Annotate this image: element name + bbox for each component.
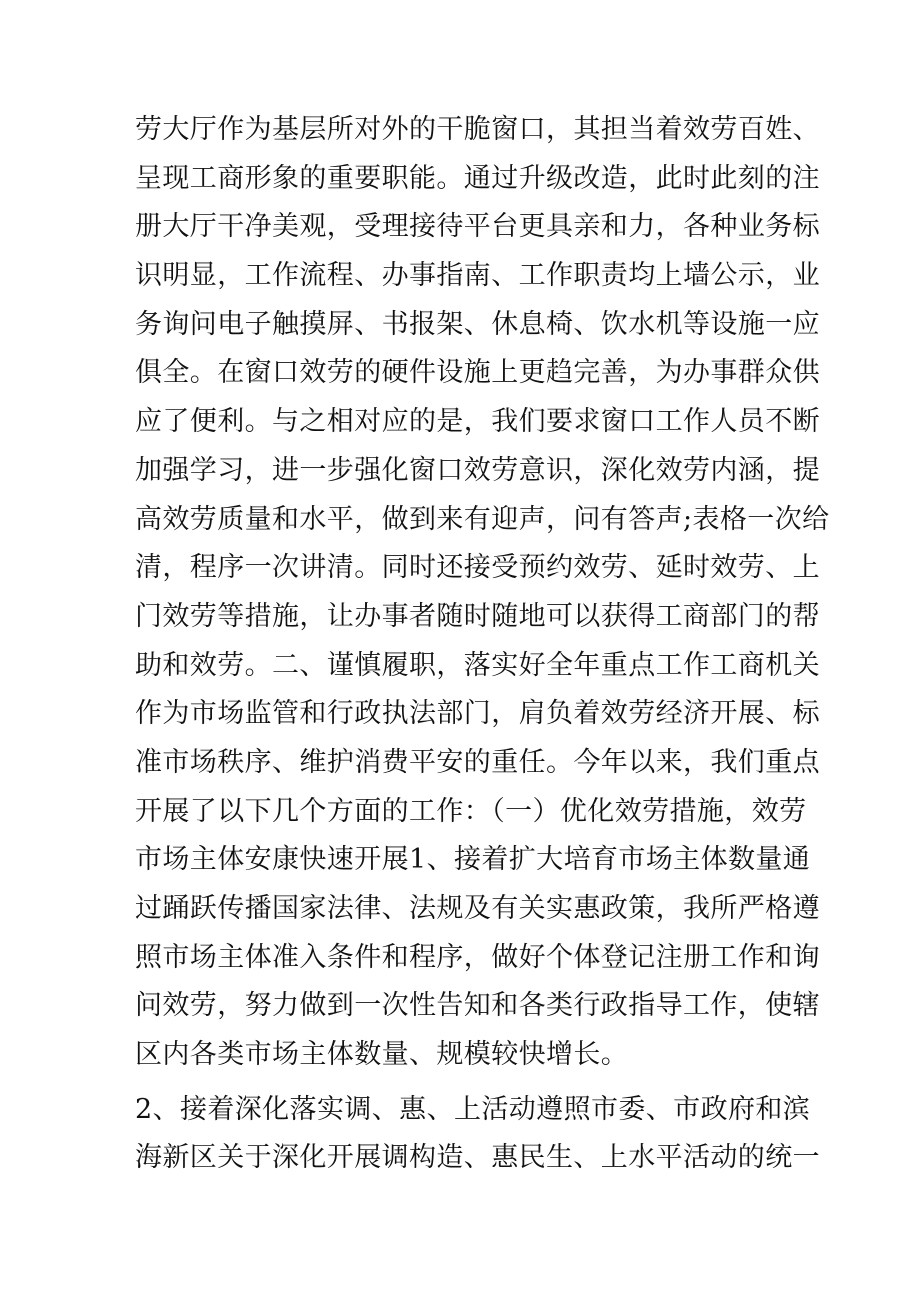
text-line: 准市场秩序、维护消费平安的重任。今年以来，我们重点: [135, 746, 820, 778]
text-line: 清，程序一次讲清。同时还接受预约效劳、延时效劳、上: [135, 552, 820, 584]
paragraph-2: [135, 1086, 820, 1183]
text-line: 识明显，工作流程、办事指南、工作职责均上墙公示，业: [135, 260, 820, 292]
text-line: 开展了以下几个方面的工作：（一）优化效劳措施，效劳: [135, 795, 807, 827]
text-line: 高效劳质量和水平，做到来有迎声，问有答声;表格一次给: [135, 503, 830, 535]
text-line: 市场主体安康快速开展1、接着扩大培育市场主体数量通: [135, 844, 811, 876]
text-line: 务询问电子触摸屏、书报架、休息椅、饮水机等设施一应: [135, 308, 820, 340]
text-line: 作为市场监管和行政执法部门，肩负着效劳经济开展、标: [135, 698, 820, 730]
text-line: 劳大厅作为基层所对外的干脆窗口，其担当着效劳百姓、: [135, 114, 820, 145]
body-text: [135, 106, 830, 1183]
text-line: 过踊跃传播国家法律、法规及有关实惠政策，我所严格遵: [135, 893, 820, 924]
text-line: 照市场主体准入条件和程序，做好个体登记注册工作和询: [135, 941, 820, 973]
text-line: 助和效劳。二、谨慎履职，落实好全年重点工作工商机关: [135, 649, 820, 681]
text-line: 呈现工商形象的重要职能。通过升级改造，此时此刻的注: [135, 162, 820, 194]
text-line: 应了便利。与之相对应的是，我们要求窗口工作人员不断: [135, 406, 820, 438]
text-line: 2、接着深化落实调、惠、上活动遵照市委、市政府和滨: [135, 1093, 811, 1125]
text-line: 册大厅干净美观，受理接待平台更具亲和力，各种业务标: [135, 211, 820, 243]
text-line: 区内各类市场主体数量、规模较快增长。: [135, 1039, 629, 1071]
text-line: 门效劳等措施，让办事者随时随地可以获得工商部门的帮: [135, 600, 820, 632]
text-line: 俱全。在窗口效劳的硬件设施上更趋完善，为办事群众供: [135, 357, 820, 389]
paragraph-1: [135, 106, 830, 1080]
text-line: 加强学习，进一步强化窗口效劳意识，深化效劳内涵，提: [135, 454, 820, 486]
text-line: 问效劳，努力做到一次性告知和各类行政指导工作，使辖: [135, 990, 820, 1022]
text-line: 海新区关于深化开展调构造、惠民生、上水平活动的统一: [135, 1142, 820, 1174]
